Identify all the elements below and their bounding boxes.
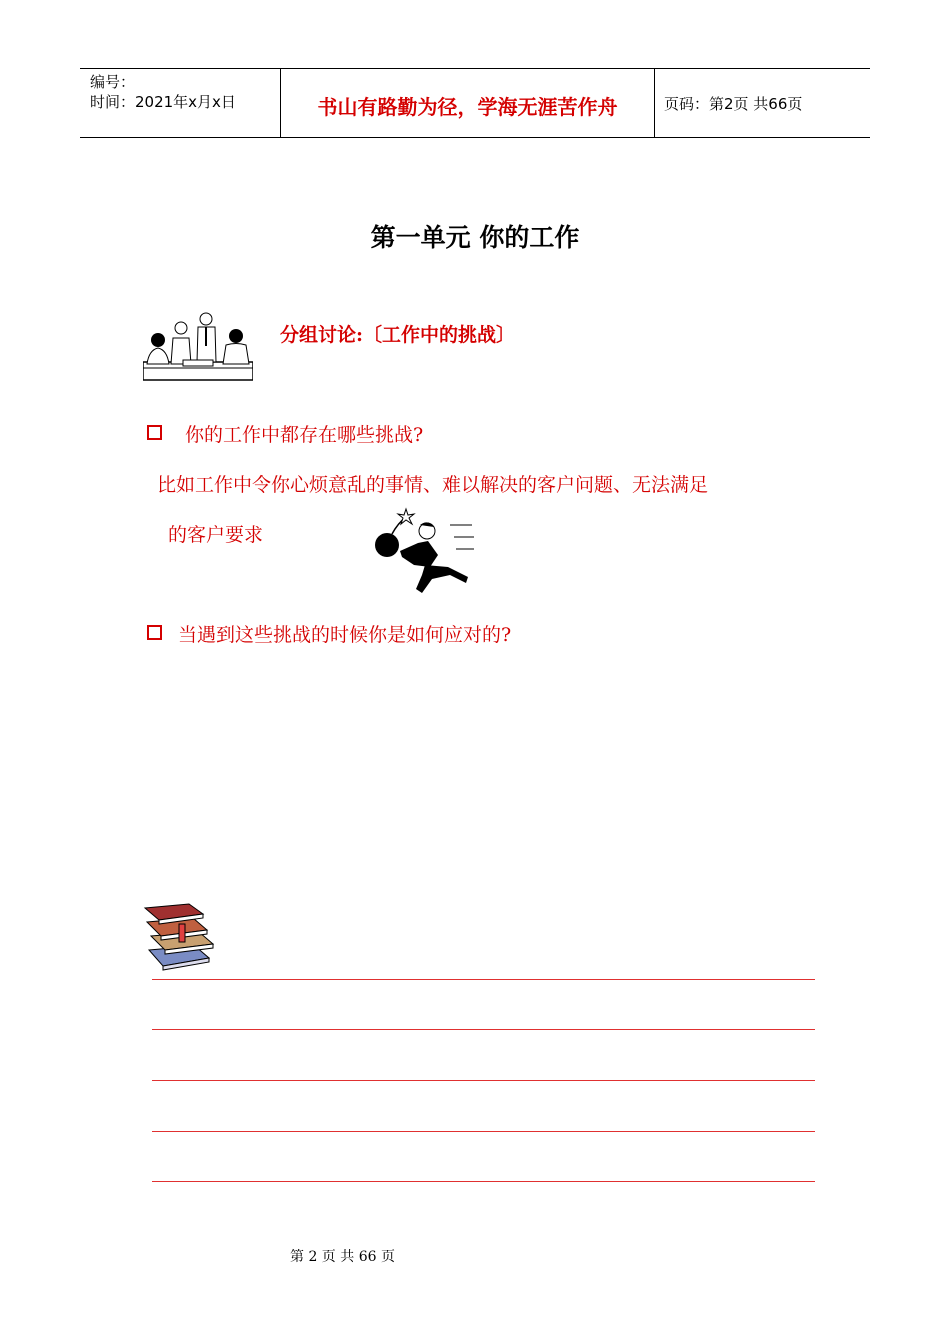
bomb-runner-icon <box>370 505 475 600</box>
answer-line <box>152 1131 815 1132</box>
page-header <box>80 68 870 138</box>
answer-line <box>152 1181 815 1182</box>
discussion-heading: 分组讨论:〔工作中的挑战〕 <box>280 324 516 346</box>
answer-line <box>152 1029 815 1030</box>
motto: 书山有路勤为径，学海无涯苦作舟 <box>317 95 618 119</box>
answer-line <box>152 979 815 980</box>
example-line-2: 的客户要求 <box>168 524 264 546</box>
header-center-cell <box>280 69 655 137</box>
question-1: 你的工作中都存在哪些挑战? <box>185 424 424 446</box>
serial-label: 编号： <box>90 73 136 91</box>
question-2: 当遇到这些挑战的时候你是如何应对的? <box>178 624 512 646</box>
unit-title: 第一单元 你的工作 <box>370 223 580 252</box>
header-left-cell <box>80 69 280 137</box>
date-line: 时间：2021年x月x日 <box>90 93 236 111</box>
answer-line <box>152 1080 815 1081</box>
group-meeting-icon <box>143 312 253 382</box>
books-icon <box>143 900 223 972</box>
bullet-square-icon <box>147 625 162 640</box>
page-footer: 第 2 页 共 66 页 <box>290 1249 395 1265</box>
page-info: 页码：第2页 共66页 <box>664 95 803 113</box>
bullet-square-icon <box>147 425 162 440</box>
example-line-1: 比如工作中令你心烦意乱的事情、难以解决的客户问题、无法满足 <box>157 474 709 496</box>
header-right-cell <box>654 69 870 137</box>
